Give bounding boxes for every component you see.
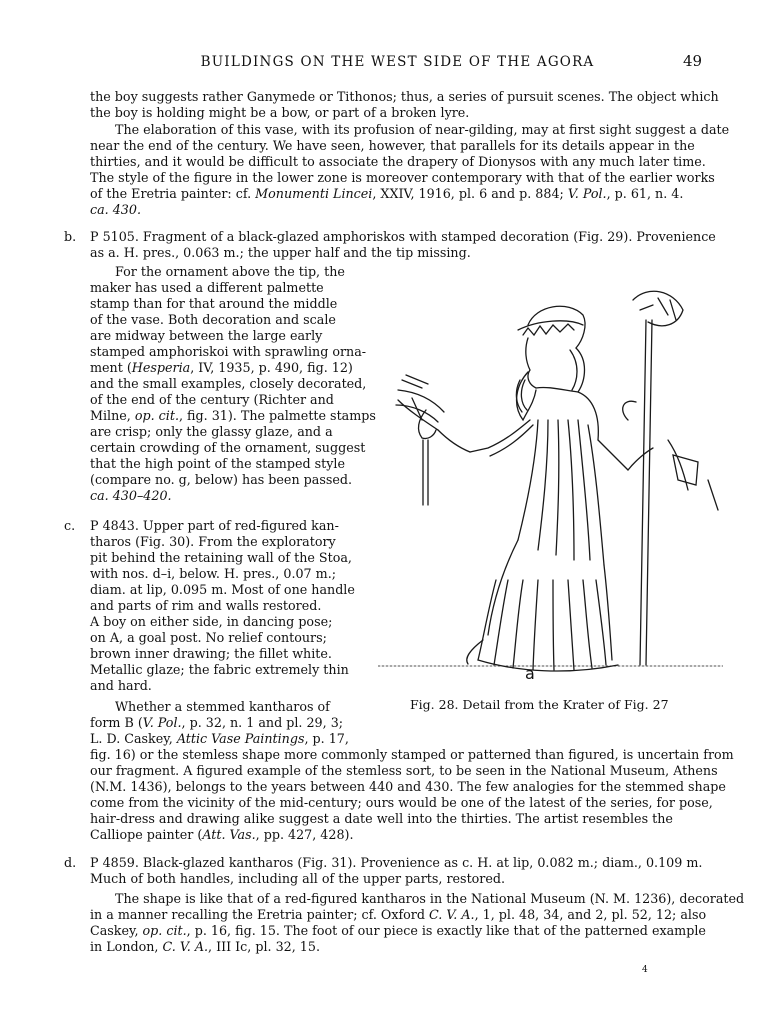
text-line: the boy suggests rather Ganymede or Tithonos; thus, a series of pursuit scenes. The object which [90,89,719,104]
text-line: A boy on either side, in dancing pose; [90,614,333,629]
text-line: P 5105. Fragment of a black-glazed amphoriskos with stamped decoration (Fig. 29). Provenience [90,229,716,244]
text-line: pit behind the retaining wall of the Stoa, [90,550,352,565]
text-line: that the high point of the stamped style [90,456,345,471]
text-line: and the small examples, closely decorated, [90,376,367,391]
text-line: hair-dress and drawing alike suggest a date well into the thirties. The artist resembles the [90,811,673,826]
text-line: maker has used a different palmette [90,280,324,295]
text-line: Whether a stemmed kantharos of [115,699,330,714]
text-line: of the end of the century (Richter and [90,392,334,407]
text-line: tharos (Fig. 30). From the exploratory [90,534,336,549]
figure-28-drawing [378,280,723,700]
text-line: The style of the figure in the lower zone is moreover contemporary with that of the earlier works [90,170,715,185]
entry-label: d. [64,855,77,870]
text-line: L. D. Caskey, Attic Vase Paintings, p. 17, [90,731,349,746]
text-line: the boy is holding might be a bow, or part of a broken lyre. [90,105,470,120]
text-line: For the ornament above the tip, the [115,264,345,279]
text-line: Much of both handles, including all of the upper parts, restored. [90,871,506,886]
text-line: brown inner drawing; the fillet white. [90,646,332,661]
figure-letter: a [525,664,535,683]
running-title: BUILDINGS ON THE WEST SIDE OF THE AGORA [200,54,595,70]
text-line: The shape is like that of a red-figured kantharos in the National Museum (N. M. 1236), decorated [115,891,745,906]
text-line: form B (V. Pol., p. 32, n. 1 and pl. 29, 3; [90,715,344,730]
text-line: of the vase. Both decoration and scale [90,312,336,327]
text-line: and parts of rim and walls restored. [90,598,322,613]
text-line: diam. at lip, 0.095 m. Most of one handle [90,582,355,597]
text-line: Calliope painter (Att. Vas., pp. 427, 428). [90,827,354,842]
text-line: in a manner recalling the Eretria painter; cf. Oxford C. V. A., 1, pl. 48, 34, and 2, pl. 52, 12; also [90,907,707,922]
text-line: with nos. d–i, below. H. pres., 0.07 m.; [90,566,336,581]
text-line: stamp than for that around the middle [90,296,338,311]
text-line: and hard. [90,678,152,693]
entry-label: b. [64,229,77,244]
text-line: our fragment. A figured example of the stemless sort, to be seen in the National Museum, Athens [90,763,718,778]
text-line: Milne, op. cit., fig. 31). The palmette stamps [90,408,376,423]
text-line: are crisp; only the glassy glaze, and a [90,424,333,439]
text-line: certain crowding of the ornament, suggest [90,440,366,455]
text-line: Metallic glaze; the fabric extremely thin [90,662,349,677]
text-line: fig. 16) or the stemless shape more commonly stamped or patterned than figured, is uncertain from [90,747,734,762]
text-line: (compare no. g, below) has been passed. [90,472,353,487]
page-number: 49 [683,52,703,70]
text-line: on A, a goal post. No relief contours; [90,630,327,645]
text-line: The elaboration of this vase, with its profusion of near-gilding, may at first sight suggest a date [115,122,730,137]
text-line: (N.M. 1436), belongs to the years between 440 and 430. The few analogies for the stemmed shape [90,779,726,794]
text-line: are midway between the large early [90,328,323,343]
text-line: as a. H. pres., 0.063 m.; the upper half and the tip missing. [90,245,471,260]
text-line: P 4859. Black-glazed kantharos (Fig. 31). Provenience as c. H. at lip, 0.082 m.; diam., 0.109 m. [90,855,703,870]
text-line: come from the vicinity of the mid-century; ours would be one of the latest of the series, for pose, [90,795,713,810]
dionysos-line-drawing [378,280,723,700]
text-line: stamped amphoriskoi with sprawling orna- [90,344,367,359]
text-line: near the end of the century. We have seen, however, that parallels for its details appear in the [90,138,695,153]
entry-label: c. [64,518,76,533]
text-line: in London, C. V. A., III Ic, pl. 32, 15. [90,939,320,954]
signature-mark: 4 [642,965,648,975]
text-line: ment (Hesperia, IV, 1935, p. 490, fig. 12) [90,360,353,375]
text-line: P 4843. Upper part of red-figured kan- [90,518,339,533]
date-line: ca. 430–420. [90,488,172,503]
text-line: thirties, and it would be difficult to associate the drapery of Dionysos with any much later time. [90,154,706,169]
date-line: ca. 430. [90,202,141,217]
figure-caption: Fig. 28. Detail from the Krater of Fig. 27 [410,697,669,712]
text-line: Caskey, op. cit., p. 16, fig. 15. The foot of our piece is exactly like that of the patterned example [90,923,706,938]
text-line: of the Eretria painter: cf. Monumenti Lincei, XXIV, 1916, pl. 6 and p. 884; V. Pol., p. 61, n. 4. [90,186,684,201]
